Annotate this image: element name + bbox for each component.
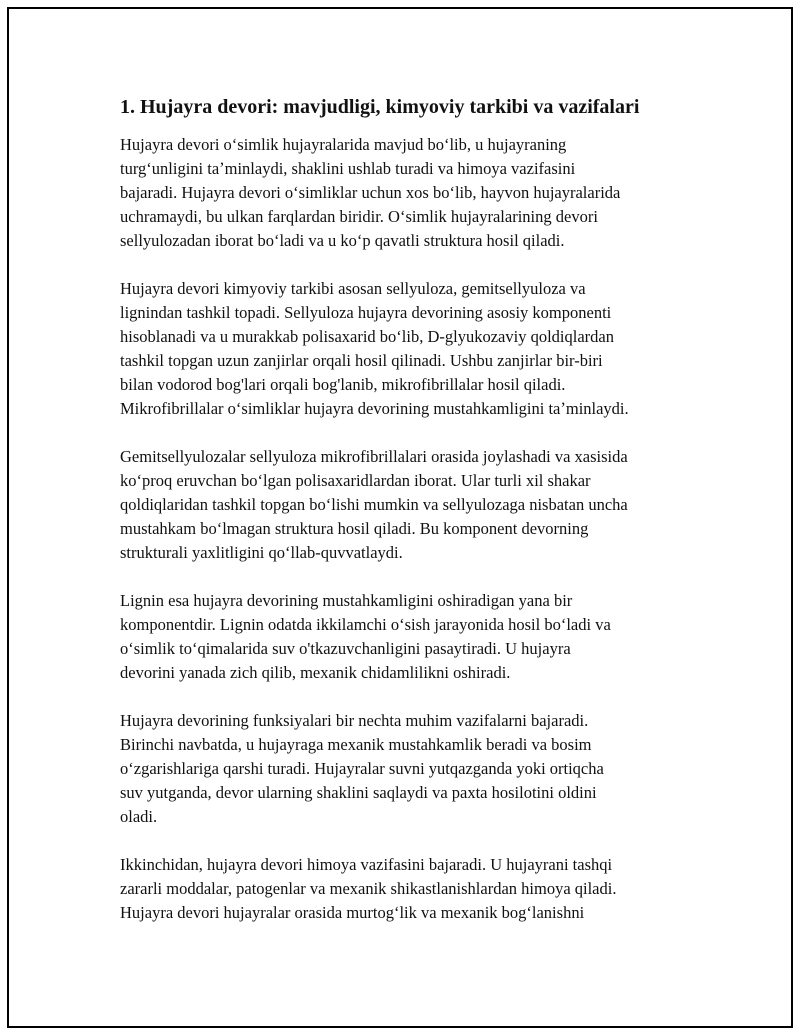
- paragraph-3: [120, 445, 695, 565]
- text-line: Hujayra devorining funksiyalari bir nechta muhim vazifalarni bajaradi.: [120, 711, 589, 730]
- text-line: oladi.: [120, 807, 158, 826]
- paragraph-container: [120, 133, 695, 925]
- text-line: Birinchi navbatda, u hujayraga mexanik mustahkamlik beradi va bosim: [120, 735, 592, 754]
- paragraph-6: [120, 853, 695, 925]
- document-body: [120, 95, 695, 949]
- text-line: bilan vodorod bog'lari orqali bog'lanib, mikrofibrillalar hosil qiladi.: [120, 375, 566, 394]
- text-line: zararli moddalar, patogenlar va mexanik shikastlanishlardan himoya qiladi.: [120, 879, 617, 898]
- text-line: oʻzgarishlariga qarshi turadi. Hujayralar suvni yutqazganda yoki ortiqcha: [120, 759, 604, 778]
- text-line: tashkil topgan uzun zanjirlar orqali hosil qilinadi. Ushbu zanjirlar bir-biri: [120, 351, 603, 370]
- text-line: hisoblanadi va u murakkab polisaxarid boʻlib, D-glyukozaviy qoldiqlardan: [120, 327, 614, 346]
- text-line: uchramaydi, bu ulkan farqlardan biridir. Oʻsimlik hujayralarining devori: [120, 207, 598, 226]
- text-line: Hujayra devori hujayralar orasida murtogʻlik va mexanik bogʻlanishni: [120, 903, 585, 922]
- text-line: devorini yanada zich qilib, mexanik chidamlilikni oshiradi.: [120, 663, 511, 682]
- text-line: mustahkam boʻlmagan struktura hosil qiladi. Bu komponent devorning: [120, 519, 589, 538]
- text-line: Gemitsellyulozalar sellyuloza mikrofibrillalari orasida joylashadi va xasisida: [120, 447, 628, 466]
- text-line: koʻproq eruvchan boʻlgan polisaxaridlardan iborat. Ular turli xil shakar: [120, 471, 591, 490]
- text-line: bajaradi. Hujayra devori oʻsimliklar uchun xos boʻlib, hayvon hujayralarida: [120, 183, 621, 202]
- text-line: oʻsimlik toʻqimalarida suv o'tkazuvchanligini pasaytiradi. U hujayra: [120, 639, 571, 658]
- text-line: Hujayra devori oʻsimlik hujayralarida mavjud boʻlib, u hujayraning: [120, 135, 567, 154]
- text-line: suv yutganda, devor ularning shaklini saqlaydi va paxta hosilotini oldini: [120, 783, 597, 802]
- text-line: qoldiqlaridan tashkil topgan boʻlishi mumkin va sellyulozaga nisbatan uncha: [120, 495, 628, 514]
- page-frame: [7, 7, 793, 1028]
- text-line: Ikkinchidan, hujayra devori himoya vazifasini bajaradi. U hujayrani tashqi: [120, 855, 613, 874]
- text-line: strukturali yaxlitligini qoʻllab-quvvatlaydi.: [120, 543, 403, 562]
- text-line: sellyulozadan iborat boʻladi va u koʻp qavatli struktura hosil qiladi.: [120, 231, 565, 250]
- text-line: komponentdir. Lignin odatda ikkilamchi oʻsish jarayonida hosil boʻladi va: [120, 615, 611, 634]
- text-line: lignindan tashkil topadi. Sellyuloza hujayra devorining asosiy komponenti: [120, 303, 612, 322]
- paragraph-2: [120, 277, 695, 421]
- paragraph-1: [120, 133, 695, 253]
- text-line: turgʻunligini taʼminlaydi, shaklini ushlab turadi va himoya vazifasini: [120, 159, 576, 178]
- text-line: Hujayra devori kimyoviy tarkibi asosan sellyuloza, gemitsellyuloza va: [120, 279, 586, 298]
- paragraph-5: [120, 709, 695, 829]
- text-line: Mikrofibrillalar oʻsimliklar hujayra devorining mustahkamligini taʼminlaydi.: [120, 399, 629, 418]
- text-line: Lignin esa hujayra devorining mustahkamligini oshiradigan yana bir: [120, 591, 573, 610]
- paragraph-4: [120, 589, 695, 685]
- section-heading: 1. Hujayra devori: mavjudligi, kimyoviy tarkibi va vazifalari: [120, 96, 640, 118]
